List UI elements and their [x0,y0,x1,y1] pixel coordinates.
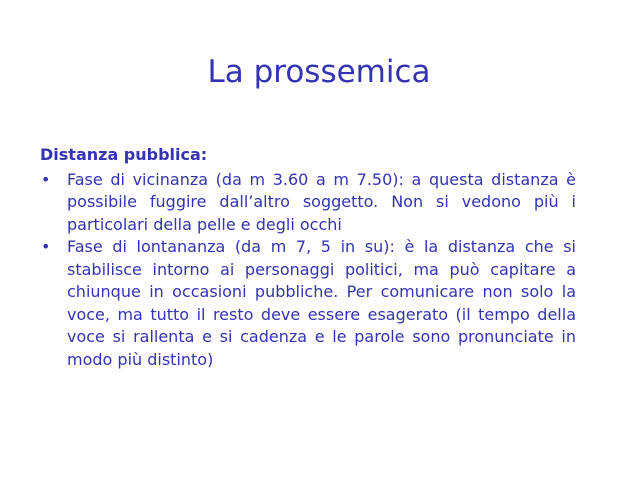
bullet-item-lontananza [40,236,576,371]
slide-body [40,144,576,371]
bullet-icon: • [41,237,51,256]
bullet-icon: • [41,169,51,189]
slide-title: La prossemica [207,54,431,90]
section-heading: Distanza pubblica: [40,145,208,164]
bullet-item-vicinanza [40,169,576,237]
bullet-list [40,169,576,372]
bullet-text: Fase di vicinanza (da m 3.60 a m 7.50): a questa distanza è possibile fuggire dall’altro soggetto. Non si vedono più i particolari della pelle e degli occhi [67,169,576,234]
bullet-text: Fase di lontananza (da m 7, 5 in su): è la distanza che si stabilisce intorno ai personaggi politici, ma può capitare a chiunque in occasioni pubbliche. Per comunicare non solo la voce, ma tutto il resto deve essere esagerato (il tempo della voce si rallenta e si cadenza e le parole sono pronunciate in modo più distinto) [67,237,576,369]
